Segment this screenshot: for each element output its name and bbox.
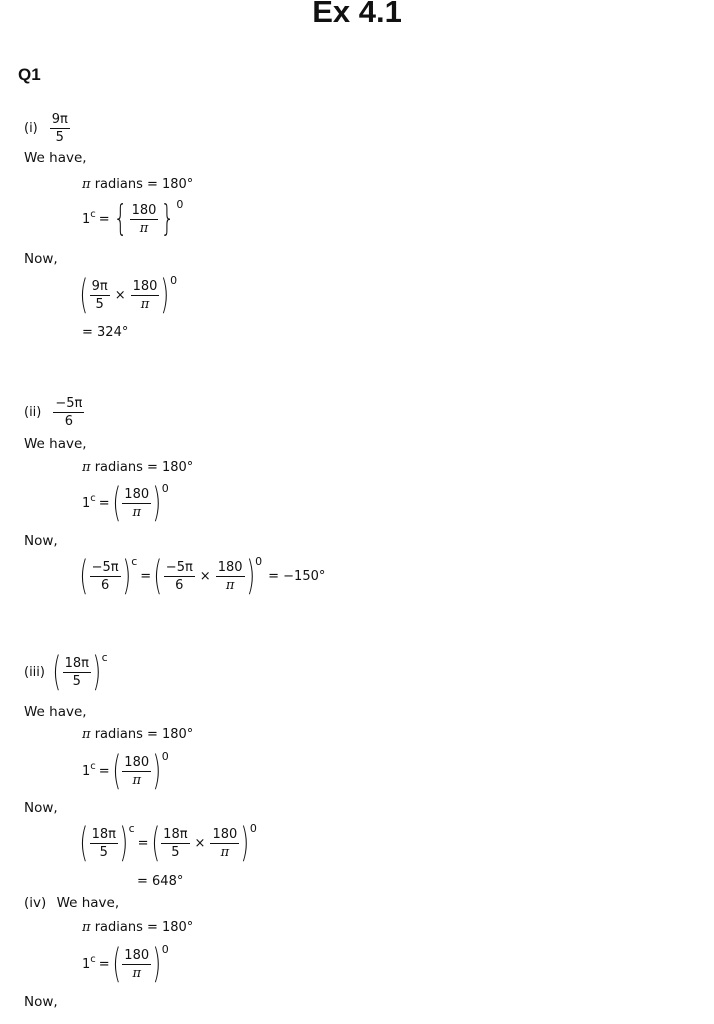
fraction: $\frac{9\pi}{5}$: [51, 112, 68, 145]
we-have-text: We have,: [24, 150, 87, 166]
part-label: (iii): [24, 664, 45, 680]
part-label: (ii): [24, 405, 42, 420]
we-have-text: We have,: [24, 704, 87, 720]
one-radian-line: 1 c = ( $\frac{180}{\pi}$ ) 0: [82, 941, 169, 987]
conversion-line: ( $\frac{18\pi}{5}$ ) c = ( $\frac{18\pi}{5}$ × $\frac{180}{\pi}$ ) 0: [79, 820, 257, 866]
part-1-header: [24, 112, 72, 145]
now-text: Now,: [24, 533, 58, 549]
one-radian-line: 1 c = { $\frac{180}{\pi}$ } 0: [82, 197, 184, 239]
now-text: Now,: [24, 251, 58, 267]
conversion-line: ( $\frac{-5\pi}{6}$ ) c = ( $\frac{-5\pi}{6}$ × $\frac{180}{\pi}$ ) 0 = −150°: [79, 553, 326, 599]
we-have-text: We have,: [24, 436, 87, 452]
now-text: Now,: [24, 994, 58, 1010]
question-label: Q1: [18, 65, 41, 84]
part-4-header: (iv) We have,: [24, 895, 120, 911]
part-3-header: (iii) ( $\frac{18\pi}{5}$ ) c: [24, 649, 108, 695]
now-text: Now,: [24, 800, 58, 816]
result-text: = 324°: [82, 325, 129, 340]
pi-radians-line: π radians = 180°: [82, 460, 194, 475]
result-text: = −150°: [268, 568, 326, 584]
page-title: Ex 4.1: [312, 0, 402, 29]
conversion-line: ( $\frac{9\pi}{5}$ × $\frac{180}{\pi}$ ) 0: [79, 272, 178, 318]
one-radian-line: 1 c = ( $\frac{180}{\pi}$ ) 0: [82, 748, 169, 794]
pi-radians-line: π radians = 180°: [82, 920, 194, 935]
pi-radians-line: π radians = 180°: [82, 177, 194, 192]
result-text: = 648°: [137, 874, 184, 889]
fraction: $\frac{180}{\pi}$: [131, 202, 157, 236]
one-radian-line: 1 c = ( $\frac{180}{\pi}$ ) 0: [82, 480, 169, 526]
part-label: (i): [24, 121, 38, 136]
part-2-header: (ii) $\frac{-5\pi}{6}$: [24, 396, 83, 429]
pi-radians-line: π radians = 180°: [82, 727, 194, 742]
part-label: (iv): [24, 895, 47, 911]
